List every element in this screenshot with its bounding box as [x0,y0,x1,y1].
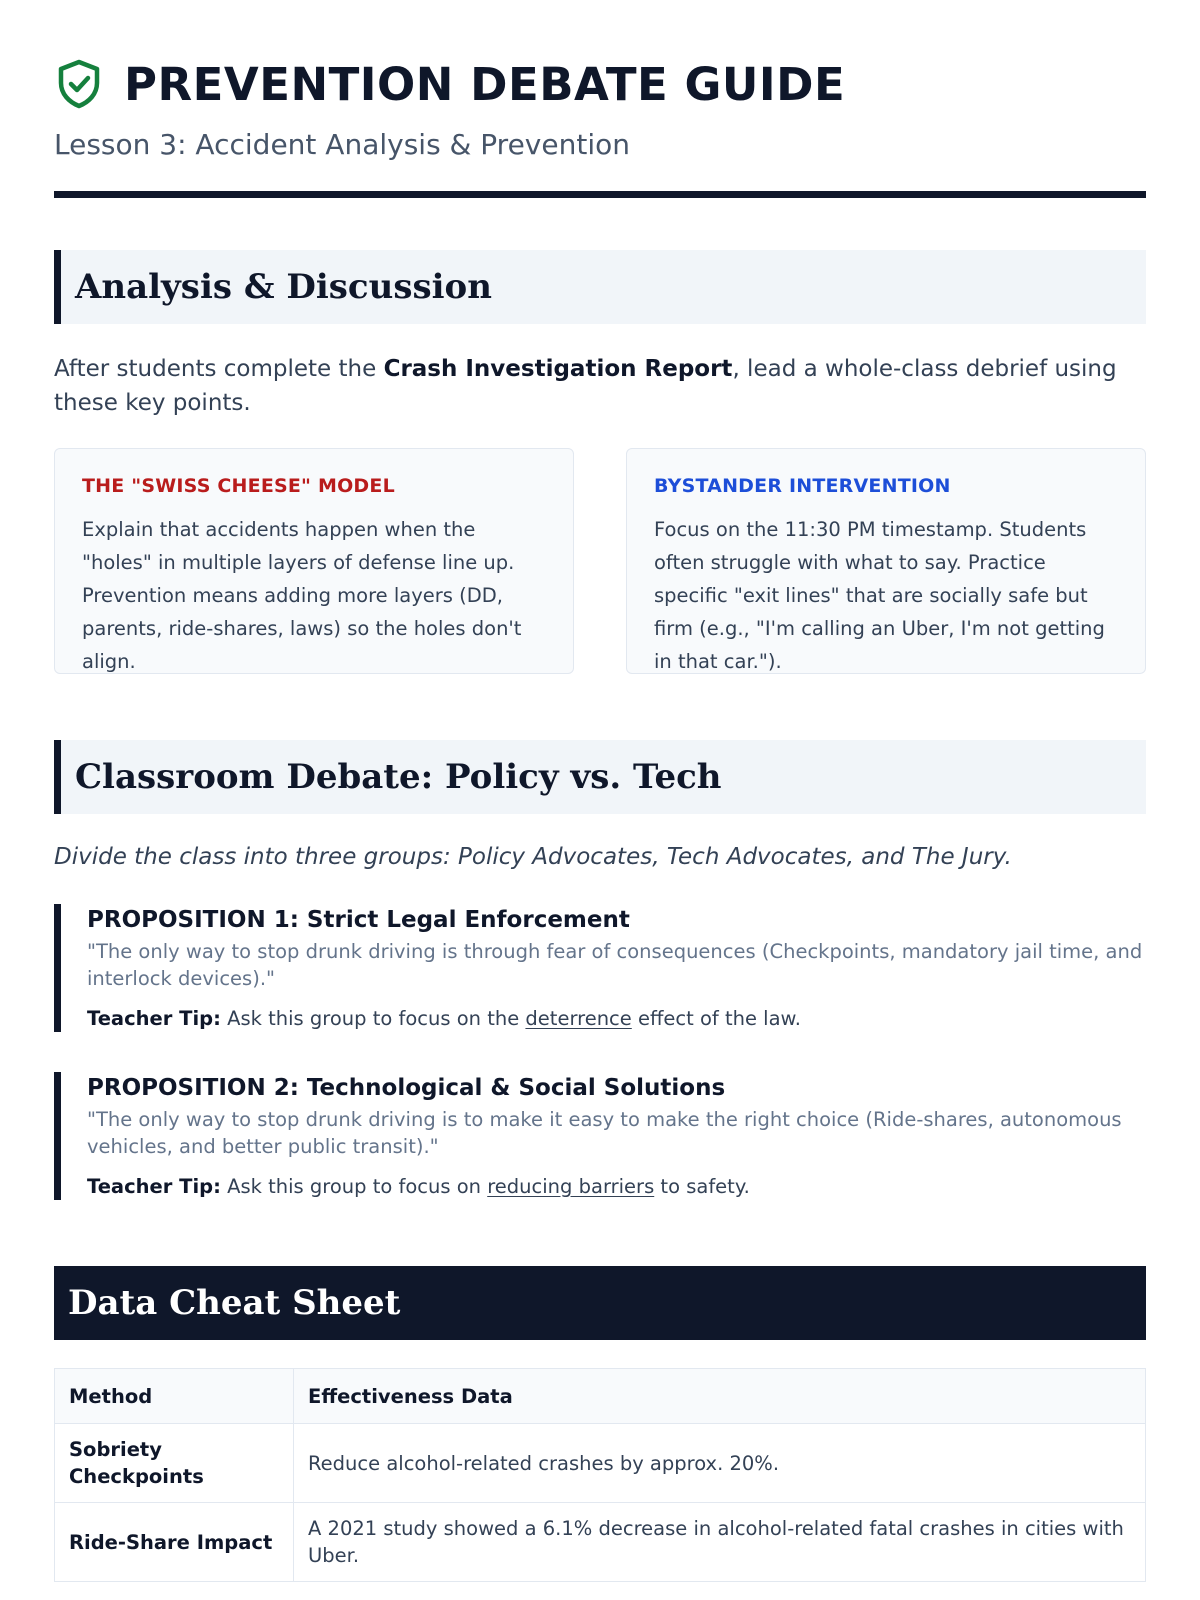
column-header-method: Method [55,1369,294,1424]
swiss-cheese-body: Explain that accidents happen when the "holes" in multiple layers of defense line up. Prevention means adding more layers (DD, parents, ride-shares, laws) so the holes don't align. [82,518,522,673]
cheat-sheet-heading: Data Cheat Sheet [68,1283,401,1323]
teacher-tip-emphasis: reducing barriers [487,1175,655,1198]
table-row [55,1503,1146,1582]
table-header-row [55,1369,1146,1424]
teacher-tip-label: Teacher Tip: [87,1007,221,1030]
data-cheat-sheet-table [54,1368,1146,1582]
swiss-cheese-title: THE "SWISS CHEESE" MODEL [82,475,395,497]
table-row [55,1424,1146,1503]
method-cell: Ride-Share Impact [55,1503,294,1582]
proposition-quote: "The only way to stop drunk driving is to make it easy to make the right choice (Ride-shares, autonomous vehicles, and better public transit)." [87,1108,1122,1158]
proposition-quote: "The only way to stop drunk driving is through fear of consequences (Checkpoints, mandatory jail time, and interlock devices)." [87,940,1143,990]
swiss-cheese-card [54,448,574,674]
cheat-sheet-section-header [54,1266,1146,1340]
analysis-intro [54,352,1146,420]
guide-header [54,0,1146,198]
bystander-body: Focus on the 11:30 PM timestamp. Students often struggle with what to say. Practice specific "exit lines" that are socially safe but firm (e.g., "I'm calling an Uber, I'm not getting in that car."). [654,518,1105,673]
shield-check-icon [54,58,104,110]
analysis-section-header [54,250,1146,324]
teacher-tip-emphasis: deterrence [525,1007,632,1030]
intro-text-before: After students complete the [54,356,384,382]
title-row [54,56,1146,112]
header-divider [54,191,1146,198]
column-header-effectiveness: Effectiveness Data [294,1369,1146,1424]
lesson-subtitle: Lesson 3: Accident Analysis & Prevention [54,128,630,161]
proposition-title: PROPOSITION 1: Strict Legal Enforcement [87,907,630,933]
key-points-cards [54,448,1146,674]
debate-section-header [54,740,1146,814]
intro-text-after: , lead a whole-class debrief using these key points. [54,356,1117,416]
debate-intro: Divide the class into three groups: Policy Advocates, Tech Advocates, and The Jury. [54,844,1012,870]
effectiveness-cell: Reduce alcohol-related crashes by approx. 20%. [294,1424,1146,1503]
teacher-tip-text: Ask this group to focus on [220,1175,488,1198]
page-title: PREVENTION DEBATE GUIDE [124,57,846,111]
proposition-2 [54,1072,1146,1200]
crash-report-name: Crash Investigation Report [383,356,733,382]
bystander-card [626,448,1146,674]
effectiveness-cell: A 2021 study showed a 6.1% decrease in alcohol-related fatal crashes in cities with Uber. [294,1503,1146,1582]
teacher-tip [87,1005,1146,1032]
teacher-tip-label: Teacher Tip: [87,1175,221,1198]
proposition-title: PROPOSITION 2: Technological & Social Solutions [87,1075,726,1101]
bystander-title: BYSTANDER INTERVENTION [654,475,951,497]
method-cell: Sobriety Checkpoints [55,1424,294,1503]
teacher-tip-text: Ask this group to focus on the [220,1007,526,1030]
proposition-1 [54,904,1146,1032]
teacher-tip-text-end: to safety. [654,1175,750,1198]
teacher-tip-text-end: effect of the law. [631,1007,801,1030]
teacher-tip [87,1173,1146,1200]
analysis-heading: Analysis & Discussion [75,267,492,307]
debate-heading: Classroom Debate: Policy vs. Tech [75,757,722,797]
